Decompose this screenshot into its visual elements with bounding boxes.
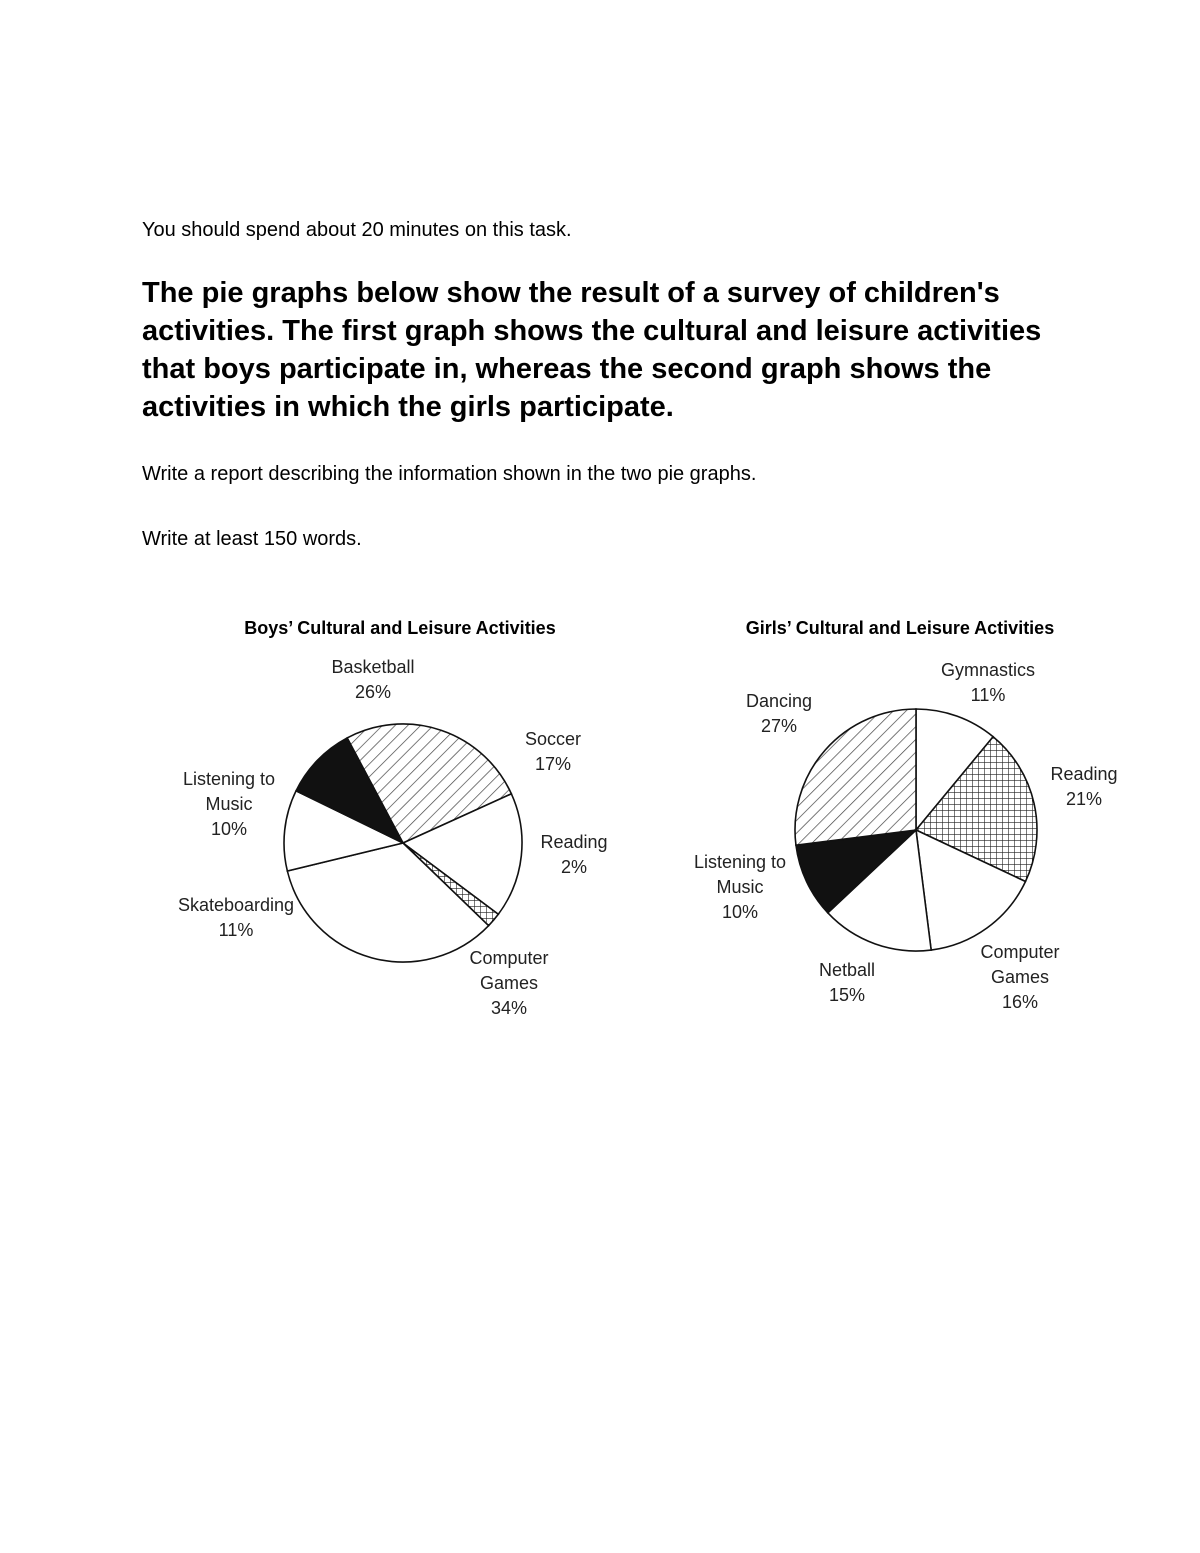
girls-value-listening-to-music: 10% <box>721 902 759 922</box>
boys-label-text-basketball: Basketball <box>331 657 415 677</box>
girls-value-netball: 15% <box>828 985 866 1005</box>
boys-label-text-soccer: Soccer <box>524 729 582 749</box>
girls-label-text-dancing: Dancing <box>745 691 813 711</box>
boys-label-text-skateboarding: Skateboarding <box>177 895 295 915</box>
instruction-text: You should spend about 20 minutes on this task. <box>142 219 572 241</box>
girls-label-listening-to-music <box>694 852 786 922</box>
boys-label-computer-games <box>469 948 548 1018</box>
boys-label-text-listening-to-music: Listening to <box>182 769 276 789</box>
boys-label-text-listening-to-music: Music <box>205 794 253 814</box>
girls-value-gymnastics: 11% <box>970 685 1006 705</box>
girls-chart-title: Girls’ Cultural and Leisure Activities <box>745 618 1055 638</box>
boys-label-listening-to-music <box>183 769 275 839</box>
boys-label-basketball <box>331 657 414 702</box>
girls-label-text-computer-games: Games <box>990 967 1050 987</box>
boys-value-soccer: 17% <box>534 754 572 774</box>
boys-value-basketball: 26% <box>354 682 392 702</box>
girls-label-gymnastics <box>941 660 1035 705</box>
girls-value-reading: 21% <box>1065 789 1103 809</box>
boys-value-reading: 2% <box>560 857 588 877</box>
girls-label-text-gymnastics: Gymnastics <box>940 660 1036 680</box>
girls-label-text-reading: Reading <box>1050 764 1118 784</box>
boys-value-skateboarding: 11% <box>218 920 254 940</box>
girls-slice-dancing <box>795 709 916 845</box>
boys-label-soccer <box>525 729 581 774</box>
boys-value-listening-to-music: 10% <box>210 819 248 839</box>
boys-label-text-computer-games: Computer <box>469 948 549 968</box>
task-description: Write a report describing the information shown in the two pie graphs. <box>142 463 757 485</box>
girls-label-text-computer-games: Computer <box>980 942 1060 962</box>
boys-label-skateboarding <box>178 895 294 940</box>
boys-label-text-reading: Reading <box>540 832 608 852</box>
girls-value-dancing: 27% <box>760 716 798 736</box>
girls-label-text-listening-to-music: Listening to <box>693 852 787 872</box>
girls-label-reading <box>1050 764 1117 809</box>
boys-label-text-computer-games: Games <box>479 973 539 993</box>
girls-value-computer-games: 16% <box>1001 992 1039 1012</box>
girls-label-computer-games <box>980 942 1059 1012</box>
girls-label-netball <box>819 960 875 1005</box>
boys-chart-title: Boys’ Cultural and Leisure Activities <box>244 618 556 638</box>
boys-value-computer-games: 34% <box>490 998 528 1018</box>
boys-label-reading <box>540 832 607 877</box>
task-prompt: The pie graphs below show the result of a survey of children's activities. The first graph shows the cultural and leisure activities that boys participate in, whereas the second graph shows the activities in which the girls participate. <box>142 277 1042 423</box>
word-count-requirement: Write at least 150 words. <box>142 528 362 550</box>
girls-label-dancing <box>746 691 812 736</box>
girls-label-text-listening-to-music: Music <box>716 877 764 897</box>
girls-label-text-netball: Netball <box>818 960 876 980</box>
